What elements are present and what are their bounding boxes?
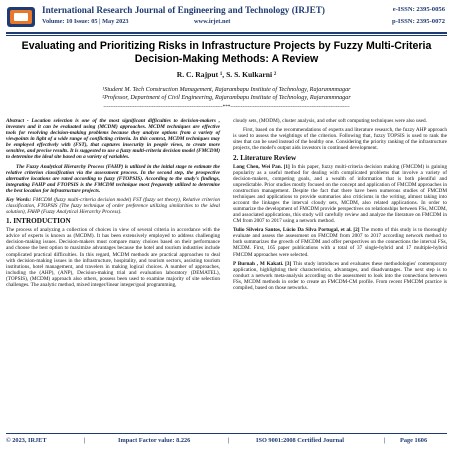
reference-1-authors: Long Chen, Wei Pan. [1] xyxy=(233,163,290,170)
keywords xyxy=(6,197,220,215)
journal-title: International Research Journal of Engineering and Technology (IRJET) xyxy=(42,5,325,15)
abstract-text: Location selection is one of the most significant difficulties to decision-makers , investors and it can be evaluated using (MCDM) approaches. MCDM techniques are effective tools for resolving decision-making problems because they analyze options from a variety of viewpoints in light of a wide range of conflicting criteria. In this context, MCDM techniques may be employed effectively with (FST), that captures insecurity in people views, to create more sensitive, and precise results. It is suggested to use a fuzzy multi-criteria decision model (FMCDM) to determine the ideal site based on a variety of variables. xyxy=(6,118,220,161)
reference-entry-3 xyxy=(233,261,447,291)
reference-3-authors: P Burnah , M Kakati. [3] xyxy=(233,260,292,267)
journal-volume: Volume: 10 Issue: 05 | May 2023 xyxy=(42,18,129,25)
paper-title: Evaluating and Prioritizing Risks in Infrastructure Projects by Fuzzy Multi-Criteria Decision-Making Methods: A Review xyxy=(21,40,432,65)
footer-impact-factor: Impact Factor value: 8.226 xyxy=(118,437,191,444)
footer-separator: | xyxy=(384,437,386,444)
footer-page-number: Page 1606 xyxy=(400,437,428,444)
affiliation-1: ¹Student M. Tech Construction Management, Rajarambapu Institute of Technology, Rajarammnagar xyxy=(102,86,351,93)
body-paragraph-2: First, based on the recommendations of experts and literature research, the fuzzy AHP approach is used to assess the weightings of the criterion. Following that, fuzzy TOPSIS is used to rank the sites that can be used instead of the healthy one. Considering the priority ranking of the infrastructure projects, the model's output aids investors in continued development. xyxy=(233,127,447,152)
header-rule-thin xyxy=(6,35,447,36)
reference-entry-1 xyxy=(233,164,447,224)
reference-2-text: The motto of this study is to thoroughly evaluate and assess the assessment on FMCDM from 2007 to 2017 according network method to both summarizes the growth of FMCDM and offer perspectives on the connections the interval FSs, MCDM. First, 165 paper publications with a total of 37 single-hybrid and 17 multiple-hybrid FMCDM approaches were selected. xyxy=(233,227,448,258)
left-column xyxy=(6,118,220,291)
footer-iso: ISO 9001:2008 Certified Journal xyxy=(256,437,344,444)
affiliation-2: ²Professor, Department of Civil Engineering, Rajarambapu Institute of Technology, Rajarammnagar xyxy=(102,94,351,101)
body-paragraph-1: cloudy sets, (MODM), cluster analysis, and other soft computing techniques were also used. xyxy=(233,118,427,124)
footer-separator: | xyxy=(228,437,230,444)
footer-separator: | xyxy=(84,437,86,444)
e-issn: e-ISSN: 2395-0056 xyxy=(392,6,445,13)
keywords-text: FMCDM (fuzzy multi-criteria decision model) FST (fuzzy set theory), Relative criterion classification, FTOPSIS (The fuzzy technique of order preference utilizing similarities to the ideal solution), FAHP (Fuzzy Analytical Hierarchy Process). xyxy=(6,196,220,216)
header-rule xyxy=(6,32,447,34)
abstract xyxy=(6,118,220,160)
reference-3-text: This study introduces and evaluates these methodologies' contemporary application, highlighting their characteristics, advantages, and disadvantages. The next step is to conduct a network meta-analysis according on the assessment to look into the connections between FSs, MCDM methods in order to create an FMCDM-CM profile. From recent FMCDM practice is compiled, based on those networks. xyxy=(233,260,447,291)
abstract-paragraph-2: The Fuzzy Analytical Hierarchy Process (FAHP) is utilized in the initial stage to estimate the relative criterion classification via the assessment process. In the second step, the prospective alternative locations are rated according to fuzzy (FTOPSIS). According to the study's findings, integrating FAHP and FTOPSIS is the FMCDM technique most frequently utilized to determine the best location for infrastructure projects. xyxy=(6,163,220,194)
abstract-label: Abstract - xyxy=(6,118,32,124)
p-issn: p-ISSN: 2395-0072 xyxy=(392,18,445,25)
reference-entry-2 xyxy=(233,227,447,257)
reference-2-authors: Tulio Silveira Santos, Lúcio Da Silva Portugal, et al. [2] xyxy=(233,227,360,234)
paper-authors: R. C. Rajput ¹, S. S. Kulkarni ² xyxy=(176,70,277,79)
journal-header xyxy=(6,4,447,32)
introduction-heading: 1. INTRODUCTION xyxy=(6,217,71,226)
reference-1-text: In this paper, fuzzy multi-criteria decision making (FMCDM) is gaining popularity as a useful method for dealing with complicated problems that involve a variety of decision-makers, competing goals, and a wealth of information that is both plentiful and unpredictable. Prior studies mostly focused on the concept and application of FMCDM approaches in construction management. Despite the fact that there have been numerous studies of FMCDM techniques and applications to provide summaries also criticisms in the writing, almost taking into account the linkages the interval cloudy sets, MCDM, also related applications. In order to summarize the development of FMCDM provide perspectives on relationships between FSs, MCDM, and associated applications, this study will carefully review and analyze the literature on FMCDM in CM from 2007 to 2017 using a network method. xyxy=(233,163,447,225)
journal-url[interactable]: www.irjet.net xyxy=(194,18,231,25)
footer-copyright: © 2023, IRJET xyxy=(6,437,47,444)
keywords-label: Key Words: xyxy=(6,196,32,203)
literature-review-heading: 2. Literature Review xyxy=(233,153,297,162)
right-column xyxy=(233,118,447,294)
footer-rule xyxy=(6,433,447,434)
introduction-paragraph: The process of analyzing a collection of choices in view of several criteria in accordance with the advice of experts is known as (MCDM). It has been extensively employed to address challenging decision-making issues. Decision-makers must compare many choices based on their performance and choose the best option to maximize advantages because the hotel and tourism industries include complicated practical difficulties. In this regard, MCDM methods are practical approaches to deal with decision-making issues in the infrastructure, hospitality, and tourism sectors, assisting tourism institutions, hotel management, and travelers in making logical choices. A number of approaches, including the (AHP), (ANP), Decision-making trial and evaluation laboratory (DEMATEL), (TOPSIS), (MCDM) approach also others, possess been used to examine majority of site selection challenges. The analytic method, mixed integer/linear integer/goal programming, xyxy=(6,227,220,288)
irjet-logo-icon xyxy=(6,5,36,29)
section-divider: ---------------------------------------------------------------------***--------------------------------------------------------------------- xyxy=(103,104,350,110)
